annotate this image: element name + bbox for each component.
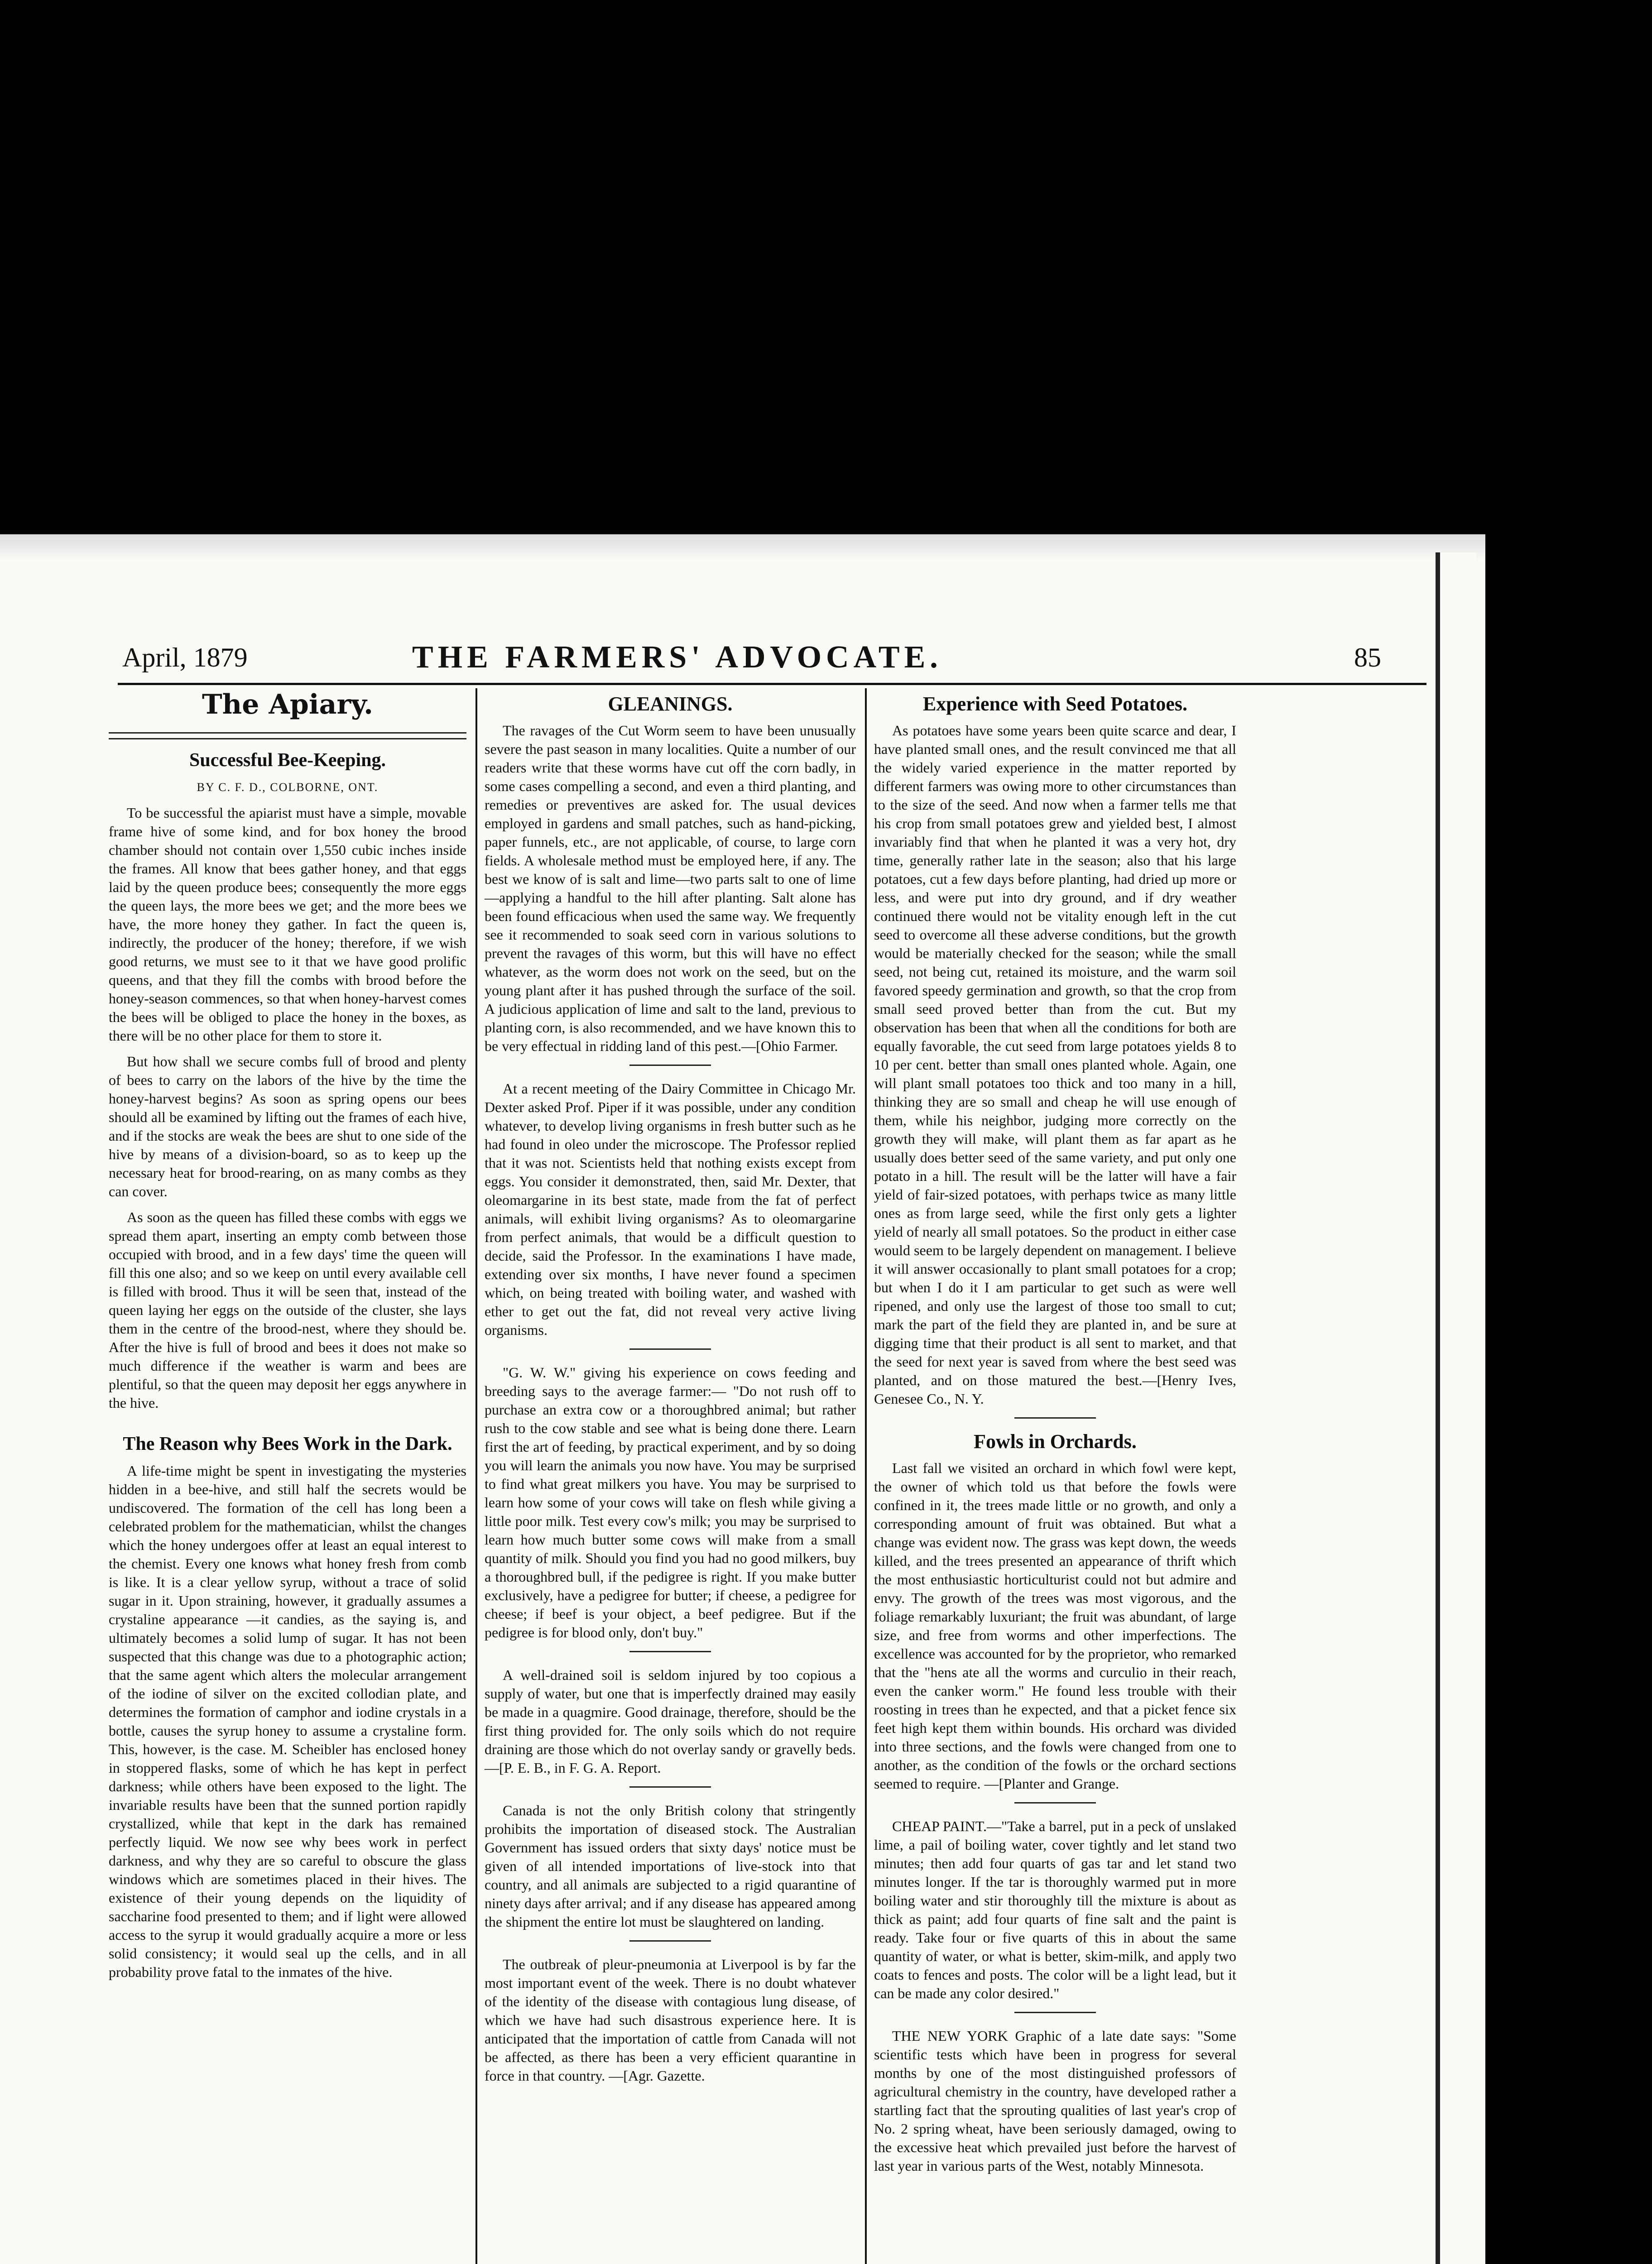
article-title: Experience with Seed Potatoes. <box>922 693 1188 715</box>
paragraph: Canada is not the only British colony that stringently prohibits the importation of diseased stock. The Australian Government has issued orders that sixty days' notice must be given of all intended importations of live-stock into that country, and all animals are subjected to a rigid quarantine of ninety days after arrival; and if any disease has appeared among the shipment the entire lot must be slaughtered on landing. <box>485 1802 856 1930</box>
paragraph: "G. W. W." giving his experience on cows feeding and breeding says to the average farmer:— "Do not rush off to purchase an extra cow or a thoroughbred animal; but rather rush to the cow stable and see what is being done there. Learn first the art of feeding, by practical experiment, and by so doing you will learn the animals you now have. You may be surprised to find what great milkers you have. You may be surprised to learn how some of your cows will take on flesh while giving a little poor milk. Test every cow's milk; you may be surprised to learn how much butter some cows will make from a small quantity of milk. Should you find you had no good milkers, buy a thoroughbred bull, if the pedigree is right. If you make butter exclusively, have a pedigree for butter; if cheese, a pedigree for cheese; if beef is your object, a beef pedigree. But if the pedigree is for blood only, don't buy." <box>485 1364 856 1640</box>
column-apiary <box>109 689 466 1989</box>
divider <box>629 1065 711 1066</box>
page-number: 85 <box>1354 643 1381 672</box>
masthead-title: THE FARMERS' ADVOCATE. <box>412 640 942 675</box>
paragraph: The outbreak of pleur-pneumonia at Liverpool is by far the most important event of the week. There is no doubt whatever of the identity of the disease with contagious lung disease, of which we have had such disastrous experience here. It is anticipated that the importation of cattle from Canada will not be affected, as there has been a very efficient quarantine in force in that country. —[Agr. Gazette. <box>485 1956 856 2084</box>
paragraph: To be successful the apiarist must have a simple, movable frame hive of some kind, and for box honey the brood chamber should not contain over 1,550 cubic inches inside the frames. All know that bees gather honey, and that eggs laid by the queen produce bees; consequently the more eggs the queen lays, the more bees we get; and the more bees we have, the more honey they gather. In fact the queen is, indirectly, the producer of the honey; therefore, if we wish good returns, we must see to it that we have good prolific queens, and that they fill the combs with brood before the honey-season commences, so that when honey-harvest comes the bees will be obliged to place the honey in the boxes, as there will be no other place for them to store it. <box>109 805 466 1044</box>
byline: BY C. F. D., COLBORNE, ONT. <box>197 781 379 794</box>
divider <box>629 1651 711 1652</box>
divider <box>1014 1802 1096 1804</box>
divider <box>629 1786 711 1788</box>
paragraph: CHEAP PAINT.—"Take a barrel, put in a peck of unslaked lime, a pail of boiling water, cover tightly and let stand two minutes; then add four quarts of gas tar and let stand two minutes longer. If the tar is thoroughly warmed put in more boiling water and stir thoroughly till the mixture is about as thick as paint; add four quarts of fine salt and the paint is ready. Take four or five quarts of this in about the same quantity of water, or what is better, skim-milk, and apply two coats to fences and posts. The color will be a light lead, but it can be made any color desired." <box>874 1818 1236 2001</box>
article-title: The Reason why Bees Work in the Dark. <box>123 1434 452 1454</box>
paragraph: As soon as the queen has filled these combs with eggs we spread them apart, inserting an empty comb between those occupied with brood, and in a few days' time the queen will fill this one also; and so we keep on until every available cell is filled with brood. Thus it will be seen that, instead of the queen laying her eggs on the outside of the cluster, she lays them in the centre of the brood-nest, where they should be. After the hive is full of brood and bees it does not make so much difference if the weather is warm and bees are plentiful, so that the queen may deposit her eggs anywhere in the hive. <box>109 1209 466 1411</box>
paragraph: The ravages of the Cut Worm seem to have been unusually severe the past season in many localities. Quite a number of our readers write that these worms have cut off the corn badly, in some cases compelling a second, and even a third planting, and remedies or preventives are asked for. The usual devices employed in gardens and small patches, such as hand-picking, paper funnels, etc., are not applicable, of course, to large corn fields. A wholesale method must be employed here, if any. The best we know of is salt and lime—two parts salt to one of lime—applying a handful to the hill after planting. Salt alone has been found efficacious when used the same way. We frequently see it recommended to soak seed corn in various solutions to prevent the ravages of this worm, but this will have no effect whatever, as the worm does not work on the seed, but on the young plant after it has pushed through the surface of the soil. A judicious application of lime and salt to the land, previous to planting corn, is also recommended, and we have known this to be very effectual in ridding land of this pest.—[Ohio Farmer. <box>485 722 856 1054</box>
double-rule <box>109 732 466 739</box>
header-rule <box>118 683 1426 685</box>
article-title: GLEANINGS. <box>608 693 733 715</box>
divider <box>1014 1417 1096 1419</box>
paragraph: THE NEW YORK Graphic of a late date says: "Some scientific tests which have been in progress for several months by one of the most distinguished professors of agricultural chemistry in the country, have developed rather a startling fact that the sprouting qualities of last year's crop of No. 2 spring wheat, have been seriously damaged, owing to the excessive heat which prevailed just before the harvest of last year in various parts of the West, notably Minnesota. <box>874 2028 1236 2174</box>
column-rule-2 <box>865 688 867 2264</box>
section-heading: The Apiary. <box>202 689 373 720</box>
column-gleanings <box>485 693 856 2092</box>
paragraph: A well-drained soil is seldom injured by too copious a supply of water, but one that is imperfectly drained may easily be made in a quagmire. Good drainage, therefore, should be the first thing provided for. The only soils which do not require draining are those which do not overlay sandy or gravelly beds.—[P. E. B., in F. G. A. Report. <box>485 1667 856 1776</box>
paragraph: But how shall we secure combs full of brood and plenty of bees to carry on the labors of the hive by the time the honey-harvest begins? As soon as spring opens our bees should all be examined by lifting out the frames of each hive, and if the stocks are weak the bees are shut to one side of the hive by means of a division-board, so as to keep up the necessary heat for brood-rearing, on as many combs as they can cover. <box>109 1053 466 1199</box>
article-title: Successful Bee-Keeping. <box>189 750 386 771</box>
divider <box>629 1348 711 1350</box>
page-edge <box>1436 552 1476 2264</box>
divider <box>629 1940 711 1942</box>
divider <box>1014 2012 1096 2013</box>
paragraph: At a recent meeting of the Dairy Committee in Chicago Mr. Dexter asked Prof. Piper if it was possible, under any condition whatever, to develop living organisms in fresh butter such as he had found in oleo under the microscope. The Professor replied that it was not. Scientists held that nothing exists except from eggs. You consider it demonstrated, then, said Mr. Dexter, that oleomargarine in its best state, made from the fat of perfect animals, will exhibit living organisms? As to oleomargarine from perfect animals, that would be a difficult question to decide, said the Professor. In the examinations I have made, extending over six months, I have never found a specimen which, on being treated with boiling water, and washed with ether to get out the fat, did not reveal very active living organisms. <box>485 1080 856 1338</box>
paragraph: A life-time might be spent in investigating the mysteries hidden in a bee-hive, and still half the secrets would be undiscovered. The formation of the cell has long been a celebrated problem for the mathematician, whilst the changes which the honey undergoes offer at least an equal interest to the chemist. Every one knows what honey fresh from comb is like. It is a clear yellow syrup, without a trace of solid sugar in it. Upon straining, however, it gradually assumes a crystaline appearance —it candies, as the saying is, and ultimately becomes a solid lump of sugar. It has not been suspected that this change was due to a photographic action; that the same agent which alters the molecular arrangement of the iodine of silver on the excited collodian plate, and determines the formation of camphor and iodine crystals in a bottle, causes the syrup honey to assume a crystaline form. This, however, is the case. M. Scheibler has enclosed honey in stoppered flasks, some of which he has kept in perfect darkness; while others have been exposed to the light. The invariable results have been that the sunned portion rapidly crystallized, while that kept in the dark has remained perfectly liquid. We now see why bees work in perfect darkness, and why they are so careful to obscure the glass windows which are sometimes placed in their hives. The existence of their young depends on the liquidity of saccharine food presented to them; and if light were allowed access to the syrup it would gradually acquire a more or less solid consistency; it would seal up the cells, and in all probability prove fatal to the inmates of the hive. <box>109 1463 466 1980</box>
column-right <box>874 693 1236 2182</box>
paragraph: Last fall we visited an orchard in which fowl were kept, the owner of which told us that before the fowls were confined in it, the trees made little or no growth, and only a corresponding amount of fruit was obtained. But what a change was evident now. The grass was kept down, the weeds killed, and the trees presented an appearance of thrift which the most enthusiastic horticulturist could not but admire and envy. The growth of the trees was most vigorous, and the foliage remarkably luxuriant; the fruit was abundant, of large size, and free from worms and other imperfections. The excellence was accounted for by the proprietor, who remarked that the "hens ate all the worms and curculio in their reach, even the canker worm." He found less trouble with their roosting in trees than he expected, and that a picket fence six feet high kept them within bounds. His orchard was divided into three sections, and the fowls were changed from one to another, as the condition of the fowls or the orchard sections seemed to require. —[Planter and Grange. <box>874 1460 1236 1792</box>
paragraph: As potatoes have some years been quite scarce and dear, I have planted small ones, and the result convinced me that all the widely varied experience in the matter reported by different farmers was owing more to other circumstances than to the size of the seed. And now when a farmer tells me that his crop from small potatoes grew and yielded best, I almost invariably find that when he planted it was a very hot, dry time, generally rather late in the season; also that his large potatoes, cut a few days before planting, had dried up more or less, and were put into dry ground, and if dry weather continued there would not be vitality enough left in the cut seed to overcome all these adverse conditions, but the growth would be materially checked for the season; while the small seed, not being cut, retained its moisture, and the warm soil favored speedy germination and growth, so that the crop from small seed proved better than from the cut. But my observation has been that when all the conditions for both are equally favorable, the cut seed from large potatoes yields 8 to 10 per cent. better than small ones planted whole. Again, one will plant small potatoes too thick and too many in a hill, thinking they are so small and cheap he will use enough of them, while his neighbor, judging more correctly on the growth they will make, will plant them as far apart as he usually does better seed of the same variety, and put only one potato in a hill. The result will be the latter will have a fair yield of fair-sized potatoes, with perhaps twice as many little ones as from large seed, while the first only gets a lighter yield of nearly all small potatoes. So the product in either case would seem to be largely dependent on management. I believe it will answer occasionally to plant small potatoes for a crop; but when I do it I am particular to get such as were well ripened, and only use the largest of those too small to cut; mark the part of the field they are planted in, and be sure at digging time that their product is all sent to market, and that the seed for next year is saved from where the best seed was planted, and on those matured the best.—[Henry Ives, Genesee Co., N. Y. <box>874 722 1236 1407</box>
issue-date: April, 1879 <box>122 643 248 672</box>
page-header <box>122 638 1426 683</box>
article-title: Fowls in Orchards. <box>974 1430 1137 1453</box>
column-rule-1 <box>475 688 477 2264</box>
